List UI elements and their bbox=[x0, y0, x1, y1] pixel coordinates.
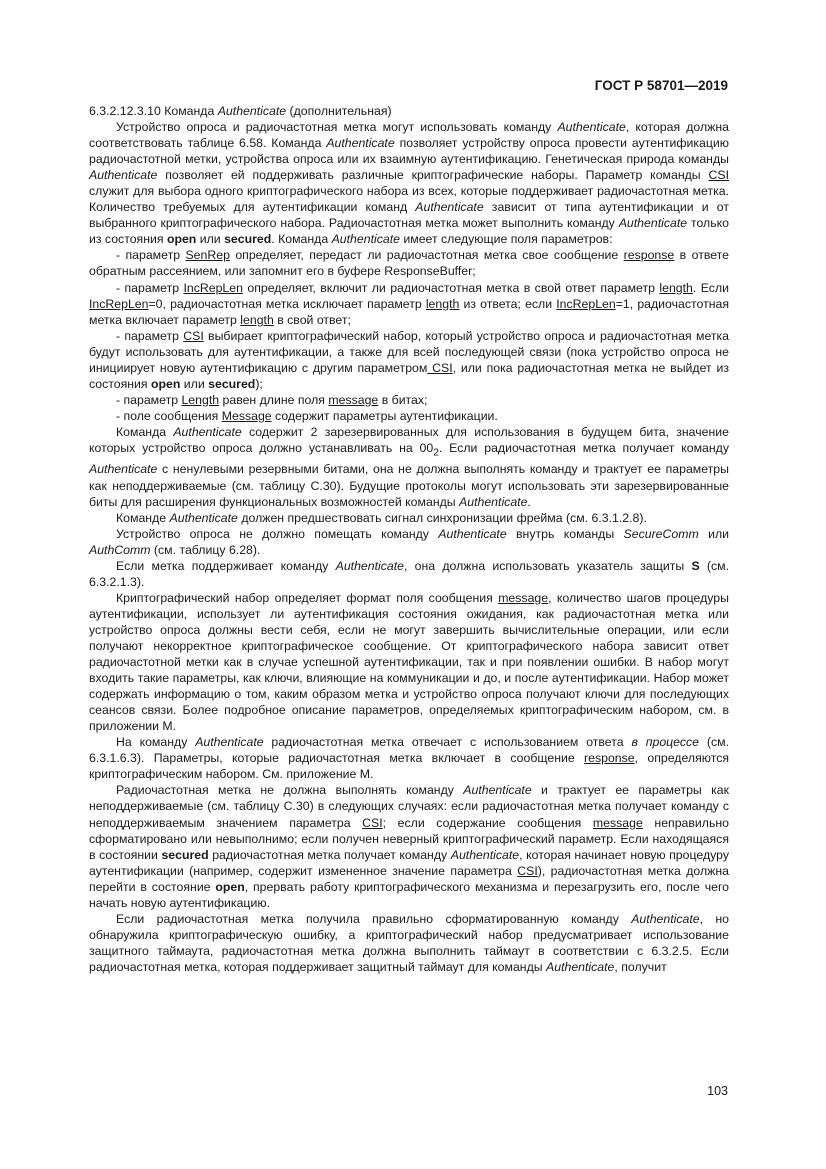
text-run: Если метка поддерживает команду bbox=[116, 558, 336, 573]
bold-term: open bbox=[151, 376, 181, 391]
paragraph bbox=[89, 247, 729, 279]
text-run: Если радиочастотная метка получила правильно сформатированную команду bbox=[116, 911, 632, 926]
text-run: внутрь команды bbox=[506, 526, 624, 541]
text-run: - параметр bbox=[116, 328, 184, 343]
italic-term: Authenticate bbox=[89, 462, 158, 477]
text-run: содержит параметры аутентификации. bbox=[271, 408, 498, 423]
text-run: определяет, передаст ли радиочастотная метка свое сообщение bbox=[229, 248, 624, 263]
italic-term: Authenticate bbox=[438, 526, 507, 541]
italic-term: Authenticate bbox=[331, 232, 400, 247]
text-run: из ответа; если bbox=[459, 296, 557, 311]
underlined-term: response bbox=[584, 751, 635, 766]
text-run: , количество шагов процедуры аутентификации, использует ли аутентификация состояния ожидания, как радиочастотная метка или устройство опроса должны вести себя, если не могут завершить вычислительные операции, или если получают некорректное криптографическое сообщение. От криптографического набора зависит ответ радиочастотной метки как в случае успешной аутентификации, так и при появлении ошибки. В набор могут входить такие параметры, как ключи, влияющие на коммуникации и до, и после аутентификации. Набор может содержать информацию о том, каким образом метка и устройство опроса получают ключи для последующих сеансов связи. Более подробное описание параметров, определяемых криптографическим набором, см. в приложении М. bbox=[89, 590, 729, 734]
text-run: Команда bbox=[116, 424, 174, 439]
text-run: с ненулевыми резервными битами, она не должна выполнять команду и трактует ее параметры как неподдерживаемые (см. таблицу С.30). Будущие протоколы могут использовать эти зарезервированные биты для расширения функциональных возможностей команды bbox=[89, 462, 729, 509]
text-run: , определяются криптографическим набором. См. приложение М. bbox=[89, 751, 729, 782]
underlined-term: SenRep bbox=[185, 248, 230, 263]
underlined-term: message bbox=[592, 815, 643, 830]
text-run: в битах; bbox=[378, 392, 428, 407]
text-run: - параметр bbox=[116, 248, 186, 263]
text-run: Устройство опроса и радиочастотная метка могут использовать команду bbox=[116, 120, 558, 135]
text-run: ), радиочастотная метка должна перейти в состояние bbox=[89, 863, 730, 894]
italic-term: Authenticate bbox=[557, 120, 626, 135]
text-run: Устройство опроса не должно помещать команду bbox=[116, 526, 439, 541]
text-run: Радиочастотная метка не должна выполнять команду bbox=[116, 783, 464, 798]
italic-term: Authenticate bbox=[463, 783, 532, 798]
text-run: Криптографический набор определяет формат поля сообщения bbox=[116, 590, 499, 605]
bold-term: secured bbox=[208, 376, 256, 391]
text-run: . Команда bbox=[271, 232, 332, 247]
paragraph bbox=[89, 392, 729, 408]
text-run: содержит 2 зарезервированных для использования в будущем бита, значение которых устройство опроса должно устанавливать на 00 bbox=[89, 424, 729, 455]
paragraph bbox=[89, 328, 729, 392]
text-run: позволяет ей поддерживать различные криптографические наборы. Параметр команды bbox=[157, 168, 709, 183]
underlined-term: CSI bbox=[427, 360, 453, 375]
standard-designation: ГОСТ Р 58701—2019 bbox=[594, 78, 728, 93]
text-run: (см. 6.3.1.6.3). Параметры, которые радиочастотная метка включает в сообщение bbox=[89, 735, 729, 766]
text-run: , получит bbox=[614, 959, 667, 974]
text-run: - поле сообщения bbox=[116, 408, 222, 423]
bold-term: open bbox=[166, 232, 197, 247]
italic-term: Authenticate bbox=[546, 959, 615, 974]
italic-term: Authenticate bbox=[450, 847, 520, 862]
text-run: . Если bbox=[692, 280, 729, 295]
text-run: и трактует ее параметры как неподдерживаемые (см. таблицу С.30) в следующих случаях: если радиочастотная метка получает команду с неподдерживаемым значением параметра bbox=[89, 783, 729, 830]
italic-term: Authenticate bbox=[415, 200, 484, 215]
text-run: в ответе обратным рассеянием, или запомнит его в буфере ResponseBuffer; bbox=[89, 248, 729, 279]
text-run: . bbox=[527, 494, 531, 509]
underlined-term: Message bbox=[221, 408, 272, 423]
document-body bbox=[89, 103, 729, 975]
text-run: выбирает криптографический набор, который устройство опроса и радиочастотная метка будут использовать для аутентификации, а также для всей последующей связи (пока устройство опроса не инициирует новую аутентификацию с другим параметром bbox=[89, 328, 729, 375]
text-run: ; если содержание сообщения bbox=[382, 815, 593, 830]
underlined-term: response bbox=[623, 248, 675, 263]
underlined-term: CSI bbox=[362, 815, 383, 830]
text-run: (дополнительная) bbox=[286, 104, 392, 118]
paragraph bbox=[89, 526, 729, 558]
italic-term: в процессе bbox=[631, 735, 700, 750]
italic-term: Authenticate bbox=[618, 216, 688, 231]
text-run: , или пока радиочастотная метка не выйдет из состояния bbox=[89, 360, 729, 391]
text-run: =1, радиочастотная метка включает параметр bbox=[89, 296, 729, 327]
italic-term: Authenticate bbox=[631, 911, 700, 926]
underlined-term: length bbox=[240, 312, 274, 327]
underlined-term: IncRepLen bbox=[183, 280, 243, 295]
italic-term: Authenticate bbox=[195, 735, 264, 750]
underlined-term: length bbox=[659, 280, 693, 295]
text-run: равен длине поля bbox=[219, 392, 329, 407]
text-run: зависит от типа аутентификации и от выбранного криптографического набора. Радиочастотная метка может выполнить команду bbox=[89, 200, 729, 231]
paragraph bbox=[89, 911, 729, 975]
italic-term: SecureComm bbox=[623, 526, 699, 541]
text-run: , но обнаружила криптографическую ошибку, а криптографический набор предусматривает использование защитного таймаута, радиочастотная метка должна выполнить таймаут в соответствии с 6.3.2.5. Если радиочастотная метка, которая поддерживает защитный таймаут для команды bbox=[89, 911, 729, 974]
text-run: имеет следующие поля параметров: bbox=[399, 232, 613, 247]
text-run: или bbox=[698, 526, 729, 541]
italic-term: AuthComm bbox=[89, 542, 151, 557]
text-run: - параметр bbox=[116, 280, 184, 295]
underlined-term: CSI bbox=[517, 863, 538, 878]
paragraph bbox=[89, 119, 729, 247]
text-run: - параметр bbox=[116, 392, 182, 407]
text-run: должен предшествовать сигнал синхронизации фрейма (см. 6.3.1.2.8). bbox=[237, 510, 647, 525]
page-number: 103 bbox=[707, 1084, 728, 1098]
paragraph bbox=[89, 510, 729, 526]
italic-term: Authenticate bbox=[217, 104, 287, 118]
text-run: , которая должна соответствовать таблице 6.58. Команда bbox=[89, 120, 730, 151]
text-run: в свой ответ; bbox=[273, 312, 351, 327]
underlined-term: message bbox=[328, 392, 379, 407]
underlined-term: Length bbox=[181, 392, 220, 407]
paragraph bbox=[89, 558, 729, 590]
text-run: 2 bbox=[433, 447, 439, 459]
bold-term: S bbox=[691, 558, 700, 573]
paragraph bbox=[89, 590, 729, 734]
italic-term: Authenticate bbox=[169, 510, 238, 525]
bold-term: open bbox=[215, 879, 245, 894]
italic-term: Authenticate bbox=[173, 424, 242, 439]
text-run: , прервать работу криптографического механизма и перезагрузить его, после чего начать новую аутентификацию. bbox=[89, 879, 730, 910]
text-run: или bbox=[180, 376, 209, 391]
underlined-term: CSI bbox=[183, 328, 204, 343]
text-run: На команду bbox=[116, 735, 196, 750]
underlined-term: message bbox=[498, 590, 549, 605]
text-run: определяет, включит ли радиочастотная метка в свой ответ параметр bbox=[242, 280, 660, 295]
underlined-term: IncRepLen bbox=[89, 296, 149, 311]
text-run: только из состояния bbox=[89, 216, 729, 247]
text-run: =0, радиочастотная метка исключает параметр bbox=[148, 296, 426, 311]
text-run: 6.3.2.12.3.10 Команда bbox=[89, 104, 218, 118]
text-run: радиочастотная метка получает команду bbox=[208, 847, 451, 862]
underlined-term: CSI bbox=[708, 168, 729, 183]
paragraph bbox=[89, 734, 729, 782]
text-run: неправильно сформатировано или невыполнимо; если получен неверный криптографический параметр. Если находящаяся в состоянии bbox=[89, 815, 729, 862]
bold-term: secured bbox=[161, 847, 209, 862]
text-run: ); bbox=[255, 376, 263, 391]
underlined-term: IncRepLen bbox=[556, 296, 616, 311]
text-run: (см. таблицу 6.28). bbox=[150, 542, 261, 557]
italic-term: Authenticate bbox=[459, 494, 528, 509]
italic-term: Authenticate bbox=[335, 558, 405, 573]
text-run: радиочастотная метка отвечает с использованием ответа bbox=[263, 735, 632, 750]
text-run: (см. 6.3.2.1.3). bbox=[89, 558, 729, 589]
bold-term: secured bbox=[224, 232, 272, 247]
text-run: позволяет устройству опроса провести аутентификацию радиочастотной метки, устройства опроса или их взаимную аутентификацию. Генетическая природа команды bbox=[89, 136, 730, 167]
text-run: , которая начинает новую процедуру аутентификации (например, содержит измененное значение параметра bbox=[89, 847, 729, 878]
text-run: или bbox=[196, 232, 225, 247]
text-run: , она должна использовать указатель защиты bbox=[404, 558, 692, 573]
text-run: служит для выбора одного криптографического набора из всех, которые поддерживает радиочастотная метка. Количество требуемых для аутентификации команд bbox=[89, 184, 729, 215]
underlined-term: length bbox=[425, 296, 460, 311]
paragraph bbox=[89, 424, 729, 510]
paragraph bbox=[89, 280, 729, 328]
paragraph bbox=[89, 782, 729, 910]
text-run: Команде bbox=[116, 510, 170, 525]
italic-term: Authenticate bbox=[89, 168, 158, 183]
italic-term: Authenticate bbox=[326, 136, 395, 151]
text-run: . Если радиочастотная метка получает команду bbox=[438, 440, 729, 455]
paragraph bbox=[89, 408, 729, 424]
section-heading bbox=[89, 103, 729, 119]
